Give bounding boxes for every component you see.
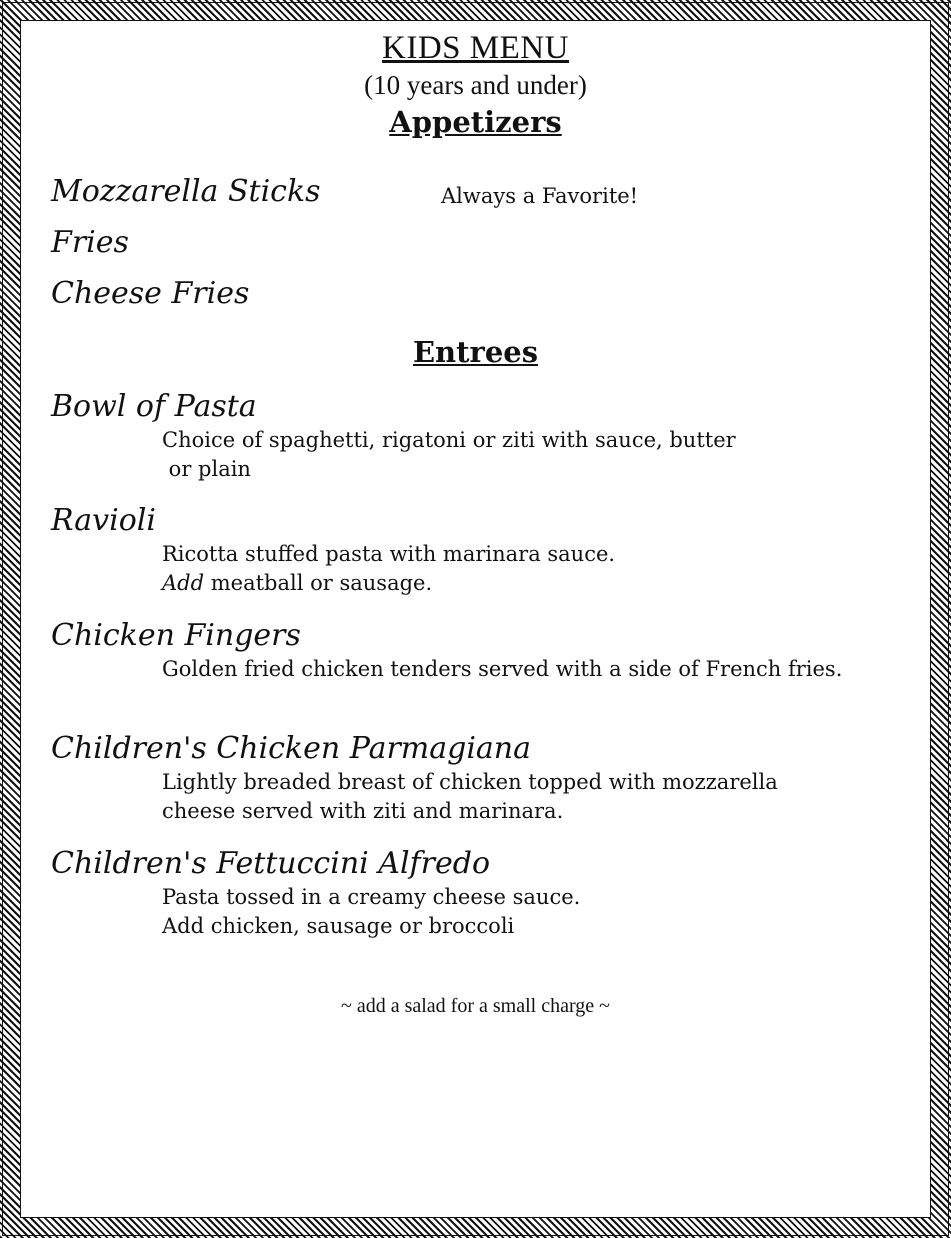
entrees-heading: Entrees <box>412 335 539 369</box>
entree-desc-emphasis: Add <box>162 571 205 595</box>
entree-desc-line: Choice of spaghetti, rigatoni or ziti with sauce, butter <box>162 428 736 452</box>
entree-item-name: Bowl of Pasta <box>51 389 257 424</box>
appetizer-item-name: Fries <box>51 225 129 260</box>
entree-item-name: Ravioli <box>51 503 156 538</box>
entree-item-desc <box>162 883 580 941</box>
entree-desc-line <box>162 569 615 598</box>
entree-desc-line: cheese served with ziti and marinara. <box>162 799 564 823</box>
entree-item-name: Children's Fettuccini Alfredo <box>51 846 490 881</box>
entree-item-desc <box>162 768 778 826</box>
menu-subtitle: (10 years and under) <box>364 70 587 100</box>
appetizers-heading: Appetizers <box>389 105 562 139</box>
appetizer-item-name: Mozzarella Sticks <box>51 174 321 209</box>
entree-item-desc <box>162 540 615 598</box>
menu-content <box>22 22 929 1216</box>
entree-desc-line: or plain <box>162 457 251 481</box>
entree-item-name: Children's Chicken Parmagiana <box>51 731 532 766</box>
menu-title: KIDS MENU <box>382 30 569 66</box>
salad-note: ~ add a salad for a small charge ~ <box>341 995 610 1017</box>
entree-desc-line: Golden fried chicken tenders served with a side of French fries. <box>162 657 843 681</box>
appetizer-item-note: Always a Favorite! <box>441 184 639 208</box>
entree-desc-line: Lightly breaded breast of chicken topped with mozzarella <box>162 770 778 794</box>
entree-item-desc <box>162 655 842 684</box>
appetizer-item-name: Cheese Fries <box>51 276 250 311</box>
entree-desc-line: Ricotta stuffed pasta with marinara sauce. <box>162 542 616 566</box>
entree-item-name: Chicken Fingers <box>51 618 301 653</box>
entree-desc-line: Pasta tossed in a creamy cheese sauce. <box>162 885 581 909</box>
entree-item-desc <box>162 426 736 484</box>
entree-desc-line: Add chicken, sausage or broccoli <box>162 914 515 938</box>
entree-desc-text: meatball or sausage. <box>204 571 433 595</box>
